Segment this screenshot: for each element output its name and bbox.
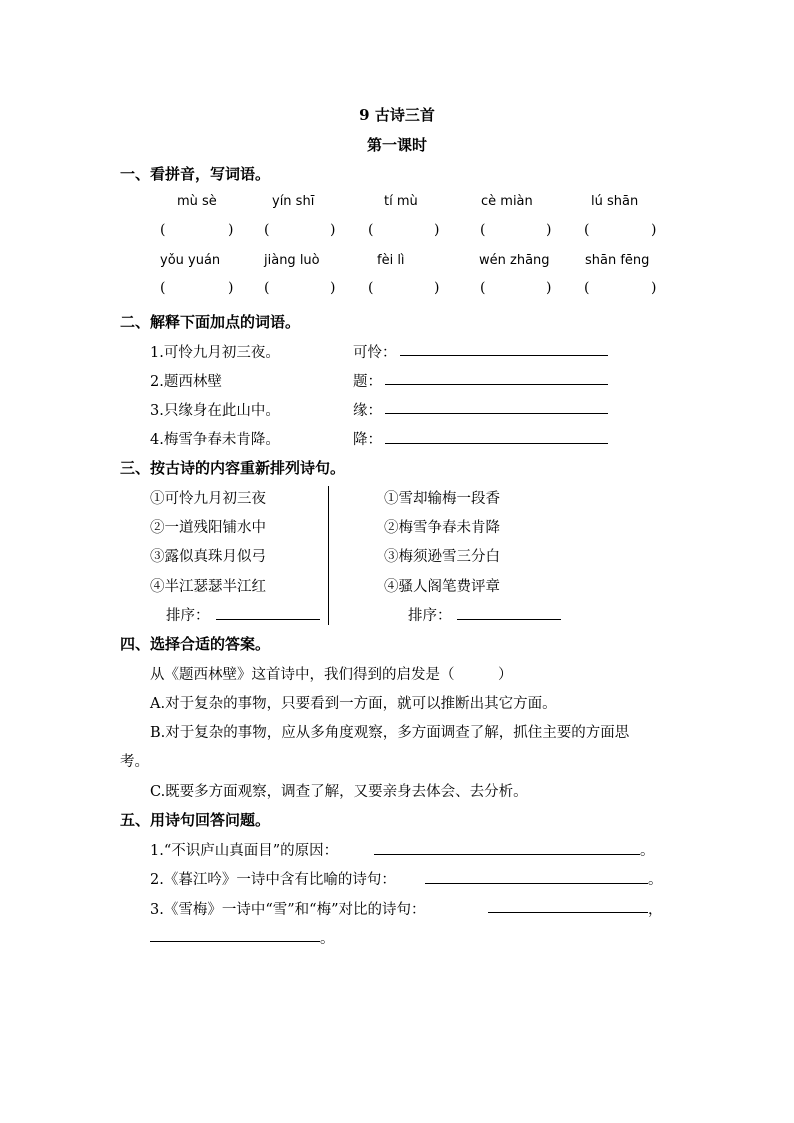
lesson-subtitle: 第一课时 [366,136,427,154]
answer-bracket-close: ) [330,222,336,238]
answer-bracket-open: ( [584,280,590,296]
order-label: 排序： [166,608,210,624]
option-b-continued: 考。 [120,754,149,770]
order-label: 排序： [408,608,452,624]
answer-bracket-close: ) [330,280,336,296]
column-divider [328,486,329,625]
pinyin: cè miàn [481,194,533,209]
poem-line: ④半江瑟瑟半江红 [150,579,266,595]
punctuation: ， [648,902,663,918]
punctuation: 。 [320,931,335,947]
answer-line[interactable] [150,941,320,942]
question-text: 2.《暮江吟》一诗中含有比喻的诗句： [150,872,396,888]
answer-bracket-close: ) [546,280,552,296]
answer-line[interactable] [385,413,608,414]
answer-bracket-close: ) [434,280,440,296]
pinyin: yín shī [272,194,315,209]
answer-bracket-open: ( [368,222,374,238]
poem-line: ④骚人阁笔费评章 [384,579,500,595]
term-label: 可怜： [353,345,397,361]
pinyin: shān fēng [585,253,650,268]
option-a[interactable]: A.对于复杂的事物，只要看到一方面，就可以推断出其它方面。 [150,696,557,712]
term-label: 降： [353,432,382,448]
lesson-title: 9 古诗三首 [359,106,435,124]
poem-line: ③露似真珠月似弓 [150,549,266,565]
answer-line[interactable] [385,443,608,444]
option-b[interactable]: B.对于复杂的事物，应从多角度观察，多方面调查了解，抓住主要的方面思 [150,725,630,741]
question-text: 3.《雪梅》一诗中“雪”和“梅”对比的诗句： [150,902,426,918]
answer-bracket-open: ( [480,222,486,238]
term-label: 缘： [353,403,382,419]
poem-line: ②一道残阳铺水中 [150,520,266,536]
poem-line: ②梅雪争春未肯降 [384,520,500,536]
punctuation: 。 [640,843,655,859]
option-c[interactable]: C.既要多方面观察，调查了解，又要亲身去体会、去分析。 [150,784,528,800]
section-2-title: 二、解释下面加点的词语。 [120,313,301,331]
question-text: 2.题西林壁 [150,374,222,390]
pinyin: tí mù [384,194,418,209]
poem-line: ①雪却输梅一段香 [384,491,500,507]
answer-bracket-open: ( [368,280,374,296]
order-answer-line[interactable] [216,619,320,620]
answer-line[interactable] [385,384,608,385]
section-3-title: 三、按古诗的内容重新排列诗句。 [120,459,346,477]
pinyin: mù sè [177,194,217,209]
answer-bracket-open: ( [264,280,270,296]
answer-bracket-open: ( [160,222,166,238]
answer-bracket-close: ) [434,222,440,238]
answer-line[interactable] [425,883,648,884]
order-answer-line[interactable] [457,619,561,620]
pinyin: wén zhāng [479,253,550,268]
question-text: 4.梅雪争春未肯降。 [150,432,280,448]
pinyin: yǒu yuán [160,253,221,268]
answer-bracket-close: ) [228,222,234,238]
answer-line[interactable] [488,912,648,913]
section-1-title: 一、看拼音，写词语。 [120,165,271,183]
answer-bracket-open: ( [160,280,166,296]
answer-bracket-close: ) [651,222,657,238]
section-5-title: 五、用诗句回答问题。 [120,811,271,829]
pinyin: lú shān [591,194,639,209]
answer-bracket-open: ( [584,222,590,238]
poem-line: ①可怜九月初三夜 [150,491,266,507]
answer-bracket-open: ( [264,222,270,238]
pinyin: fèi lì [377,253,405,268]
question-text: 1.可怜九月初三夜。 [150,345,280,361]
section-4-title: 四、选择合适的答案。 [120,635,271,653]
punctuation: 。 [648,872,663,888]
answer-bracket-close: ) [546,222,552,238]
answer-line[interactable] [400,355,608,356]
answer-line[interactable] [374,854,640,855]
poem-line: ③梅须逊雪三分白 [384,549,500,565]
pinyin: jiàng luò [264,253,320,268]
question-text: 从《题西林壁》这首诗中，我们得到的启发是（ ） [150,667,513,683]
answer-bracket-close: ) [651,280,657,296]
term-label: 题： [353,374,382,390]
answer-bracket-close: ) [228,280,234,296]
question-text: 1.“不识庐山真面目”的原因： [150,843,339,859]
question-text: 3.只缘身在此山中。 [150,403,280,419]
answer-bracket-open: ( [480,280,486,296]
